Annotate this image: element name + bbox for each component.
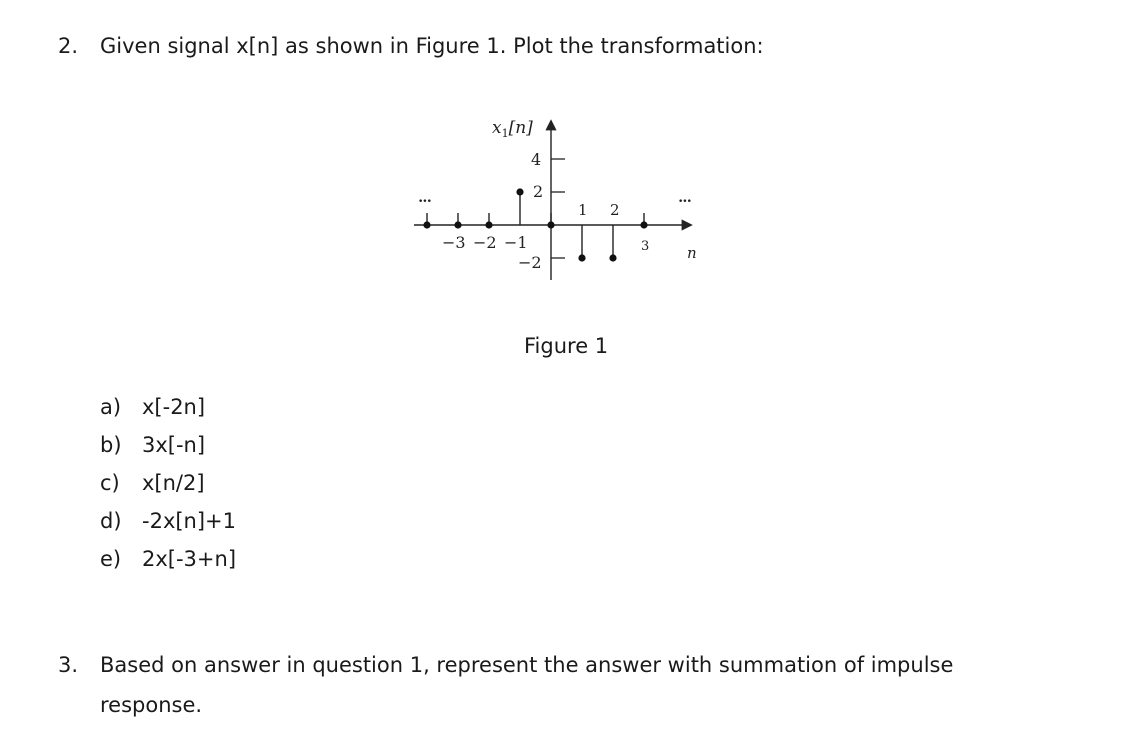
subpart-item xyxy=(100,502,236,540)
x-tick-label: −3 xyxy=(442,233,466,252)
subpart-label: a) xyxy=(100,395,122,419)
question-2-text: Given signal x[n] as shown in Figure 1. Plot the transformation: xyxy=(100,34,764,58)
stem-point xyxy=(423,221,430,228)
question-3-number: 3. xyxy=(58,653,79,677)
y-axis-label: $x_1[n]$ xyxy=(492,118,533,140)
x-axis-label: n xyxy=(687,244,697,262)
x-tick-label: −1 xyxy=(504,233,528,252)
stem-point xyxy=(578,254,585,261)
subpart-item xyxy=(100,426,236,464)
stem-point xyxy=(485,221,492,228)
subpart-expr: 2x[-3+n] xyxy=(142,547,237,571)
x-tick-label: 2 xyxy=(610,201,620,219)
x-tick-label: 1 xyxy=(578,201,588,219)
subpart-expr: -2x[n]+1 xyxy=(142,509,237,533)
subpart-expr: x[n/2] xyxy=(142,471,205,495)
subpart-label: c) xyxy=(100,471,120,495)
stem-point xyxy=(640,221,647,228)
subpart-item xyxy=(100,464,236,502)
y-tick-label: 2 xyxy=(533,182,544,201)
stem-point xyxy=(609,254,616,261)
dots-right: ••• xyxy=(678,197,691,207)
subpart-item xyxy=(100,540,236,578)
subparts-list xyxy=(100,388,236,578)
question-3-text: Based on answer in question 1, represent the answer with summation of impulse xyxy=(100,653,954,677)
stem-point xyxy=(454,221,461,228)
question-2-number: 2. xyxy=(58,34,79,58)
question-3-text-continued: response. xyxy=(100,693,203,717)
y-tick-label: −2 xyxy=(518,253,542,272)
stem-point xyxy=(547,221,554,228)
signal-figure xyxy=(400,100,720,280)
stem-point xyxy=(516,188,523,195)
x-tick-label: 3 xyxy=(641,239,650,254)
subpart-label: e) xyxy=(100,547,122,571)
y-tick-label: 4 xyxy=(531,150,542,169)
subpart-label: d) xyxy=(100,509,122,533)
subpart-label: b) xyxy=(100,433,122,457)
figure-caption: Figure 1 xyxy=(524,334,609,358)
subpart-expr: 3x[-n] xyxy=(142,433,206,457)
subpart-expr: x[-2n] xyxy=(142,395,206,419)
subpart-item xyxy=(100,388,236,426)
x-tick-label: −2 xyxy=(473,233,497,252)
dots-left: ••• xyxy=(418,197,431,207)
